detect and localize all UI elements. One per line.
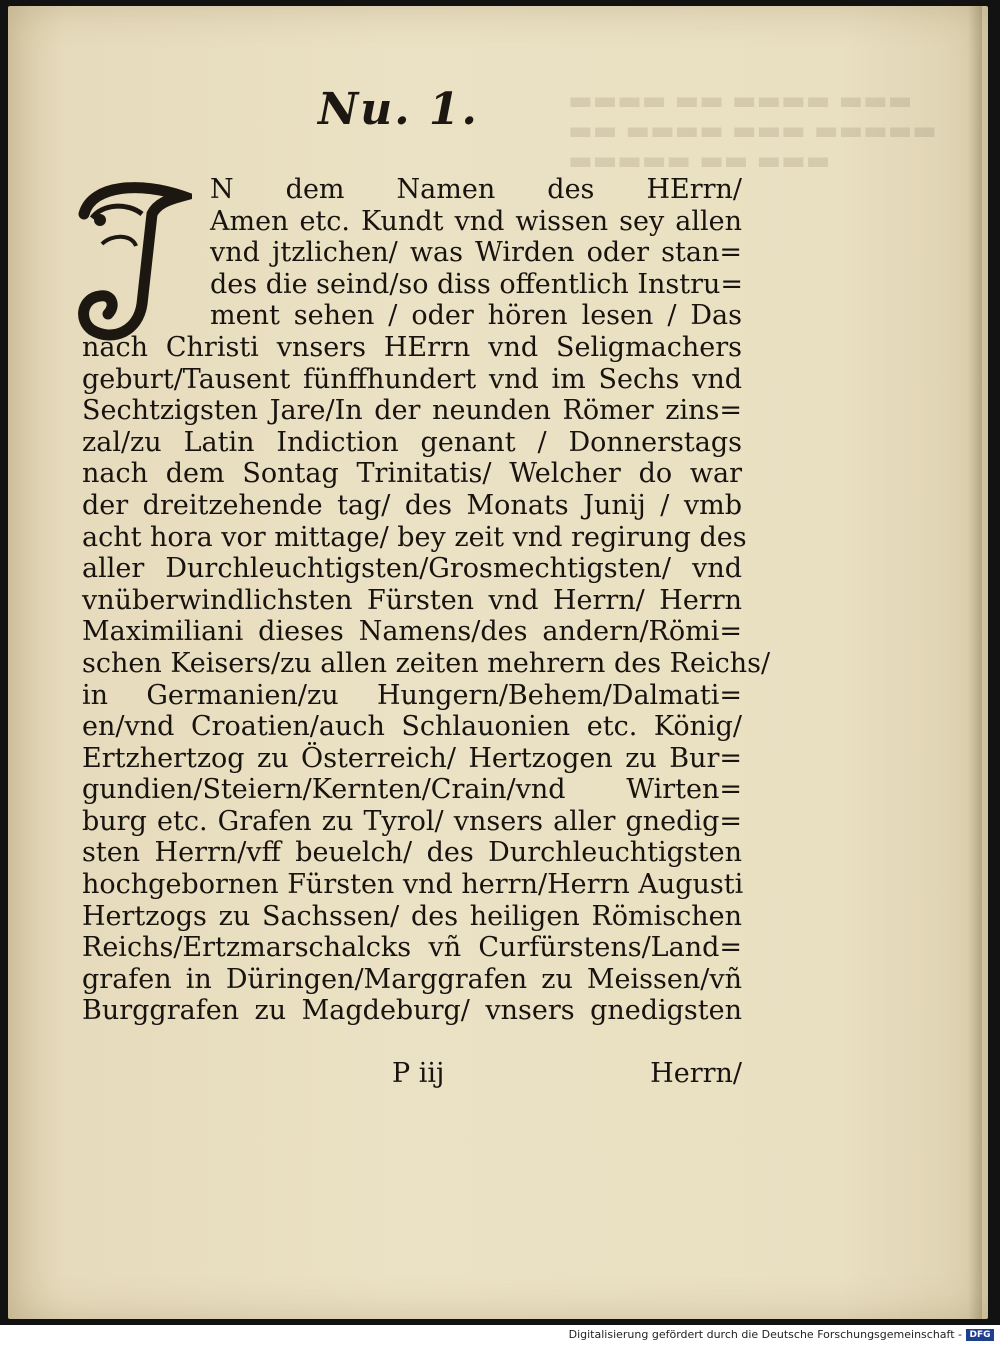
text-line: vnüberwindlichsten Fürsten vnd Herrn/ Herrn [82, 584, 742, 616]
text-line: geburt/Tausent fünffhundert vnd im Sechs vnd [82, 363, 742, 395]
text-line: nach Christi vnsers HErrn vnd Seligmachers [82, 331, 742, 363]
text-line: in Germanien/zu Hungern/Behem/Dalmati= [82, 679, 742, 711]
text-line: aller Durchleuchtigsten/Grosmechtigsten/ vnd [82, 553, 742, 585]
text-line: burg etc. Grafen zu Tyrol/ vnsers aller gnedig= [82, 805, 742, 837]
text-line: Ertzhertzog zu Österreich/ Hertzogen zu Bur= [82, 742, 742, 774]
text-line: Hertzogs zu Sachssen/ des heiligen Römischen [82, 900, 742, 932]
book-page [8, 6, 988, 1319]
text-line: en/vnd Croatien/auch Schlauonien etc. König/ [82, 711, 742, 743]
text-line: Amen etc. Kundt vnd wissen sey allen [210, 205, 742, 237]
funding-credit-bar [0, 1325, 1000, 1345]
bleed-through-text: ▬▬▬▬ ▬▬ ▬▬▬▬ ▬▬▬ ▬▬ ▬▬▬▬ ▬▬▬ ▬▬▬▬▬ ▬▬▬▬▬ ▬▬ ▬▬▬ [568, 86, 937, 176]
text-line: Sechtzigsten Jare/In der neunden Römer zins= [82, 395, 742, 427]
text-line: Burggrafen zu Magdeburg/ vnsers gnedigsten [82, 995, 742, 1027]
signature-mark: P iij [392, 1058, 445, 1089]
text-line: Maximiliani dieses Namens/des andern/Römi= [82, 616, 742, 648]
dfg-logo-icon: DFG [966, 1329, 994, 1341]
text-line: vnd jtzlichen/ was Wirden oder stan= [210, 237, 742, 269]
text-line: N dem Namen des HErrn/ [210, 174, 742, 205]
text-line: acht hora vor mittage/ bey zeit vnd regirung des [82, 521, 747, 553]
body-text [82, 174, 771, 1027]
text-line: schen Keisers/zu allen zeiten mehrern des Reichs/ [82, 647, 771, 679]
funding-credit-text: Digitalisierung gefördert durch die Deutsche Forschungsgemeinschaft - [568, 1328, 962, 1341]
text-line: ment sehen / oder hören lesen / Das [210, 300, 742, 332]
catchword: Herrn/ [650, 1058, 742, 1089]
page-gutter-shadow [968, 6, 982, 1319]
text-line: zal/zu Latin Indiction genant / Donnerstags [82, 426, 742, 458]
page-header: Nu. 1. [318, 84, 479, 135]
text-line: der dreitzehende tag/ des Monats Junij / vmb [82, 489, 742, 521]
text-line: nach dem Sontag Trinitatis/ Welcher do war [82, 458, 742, 490]
text-line: gundien/Steiern/Kernten/Crain/vnd Wirten= [82, 774, 742, 806]
text-line: des die seind/so diss offentlich Instru= [210, 268, 744, 300]
text-line: grafen in Düringen/Marggrafen zu Meissen/vñ [82, 963, 742, 995]
text-line: hochgebornen Fürsten vnd herrn/Herrn Augusti [82, 869, 744, 901]
text-line: sten Herrn/vff beuelch/ des Durchleuchtigsten [82, 837, 742, 869]
text-line: Reichs/Ertzmarschalcks vñ Curfürstens/Land= [82, 932, 742, 964]
page-footer [82, 1058, 742, 1098]
